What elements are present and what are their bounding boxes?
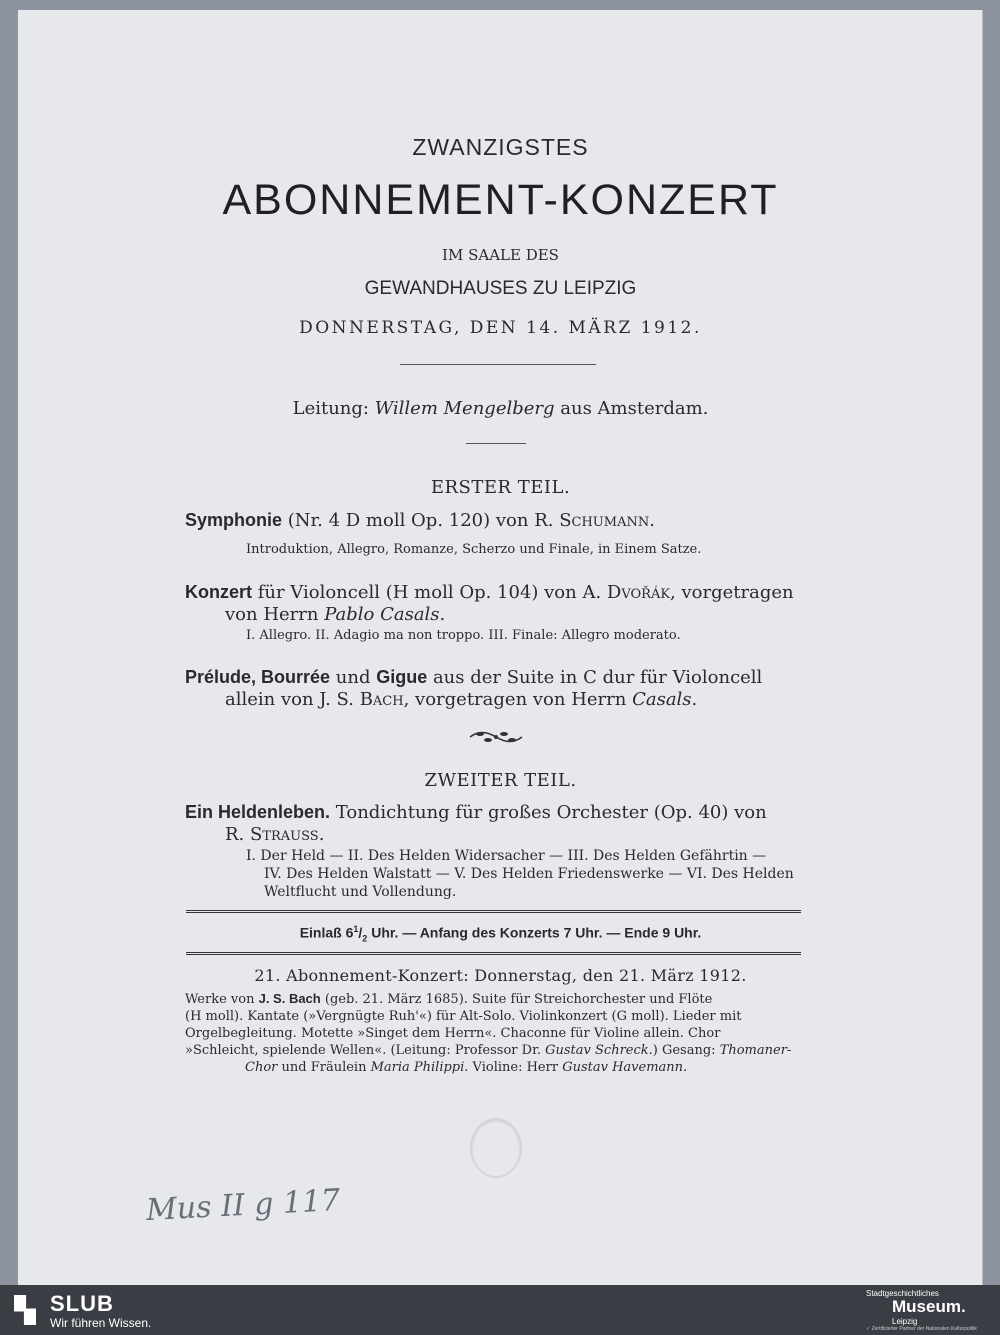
date-line: DONNERSTAG, DEN 14. MÄRZ 1912. bbox=[299, 318, 702, 338]
museum-city: Leipzig bbox=[892, 1317, 918, 1326]
concert-title: ABONNEMENT-KONZERT bbox=[222, 176, 779, 224]
heldenleben-detail-3: Weltflucht und Vollendung. bbox=[264, 884, 457, 900]
item-title: Prélude, Bourrée bbox=[185, 667, 331, 687]
embossed-stamp bbox=[470, 1118, 522, 1178]
composer-name: Bach bbox=[359, 689, 404, 710]
soloist-name: Casals bbox=[632, 689, 692, 710]
item-prelude-line2: allein von J. S. Bach, vorgetragen von Herrn Casals. bbox=[225, 689, 698, 710]
ordinal-heading: ZWANZIGSTES bbox=[412, 134, 589, 160]
heldenleben-detail-1: I. Der Held — II. Des Helden Widersacher — III. Des Helden Gefährtin — bbox=[246, 848, 767, 864]
venue-line: GEWANDHAUSES ZU LEIPZIG bbox=[364, 278, 637, 299]
composer-name: Schumann bbox=[559, 510, 650, 531]
times-line: Einlaß $6^1/_2$ Uhr. — Anfang des Konzerts 7 Uhr. — Ende 9 Uhr. bbox=[299, 924, 702, 944]
composer-name: Dvořák bbox=[606, 582, 671, 603]
item-detail: I. Allegro. II. Adagio ma non troppo. III. Finale: Allegro moderato. bbox=[246, 628, 681, 643]
composer-name: Strauss bbox=[250, 824, 319, 845]
double-rule-top bbox=[186, 910, 801, 914]
item-title: Ein Heldenleben. bbox=[185, 802, 331, 822]
im-saale-line: IM SAALE DES bbox=[442, 246, 559, 264]
item-title: Konzert bbox=[185, 582, 252, 602]
conductor-name: Willem Mengelberg bbox=[374, 398, 555, 419]
slub-brand[interactable]: SLUB bbox=[50, 1291, 114, 1316]
conductor-line bbox=[18, 398, 983, 419]
museum-top: Stadtgeschichtliches bbox=[866, 1289, 939, 1298]
footer-bar bbox=[0, 1285, 1000, 1335]
divider-rule bbox=[400, 364, 596, 365]
heldenleben-detail-2: IV. Des Helden Walstatt — V. Des Helden Friedenswerke — VI. Des Helden bbox=[264, 866, 794, 882]
item-symphonie: Symphonie (Nr. 4 D moll Op. 120) von R. Schumann. bbox=[185, 510, 655, 531]
program-sheet bbox=[18, 10, 983, 1285]
floral-ornament bbox=[464, 728, 528, 746]
slub-logo-icon bbox=[14, 1295, 36, 1325]
erster-teil-heading: ERSTER TEIL. bbox=[430, 477, 571, 498]
item-heldenleben: Ein Heldenleben. Tondichtung für großes Orchester (Op. 40) von bbox=[185, 802, 767, 823]
zweiter-teil-heading: ZWEITER TEIL. bbox=[424, 770, 577, 791]
next-concert-heading: 21. Abonnement-Konzert: Donnerstag, den 21. März 1912. bbox=[254, 966, 747, 985]
double-rule-bottom bbox=[186, 952, 801, 956]
conductor-origin: aus Amsterdam. bbox=[560, 398, 709, 419]
item-konzert-line2: von Herrn Pablo Casals. bbox=[225, 604, 446, 625]
leitung-label: Leitung: bbox=[292, 398, 369, 419]
item-detail: Introduktion, Allegro, Romanze, Scherzo und Finale, in Einem Satze. bbox=[246, 542, 702, 557]
next-concert-body: Werke von J. S. Bach (geb. 21. März 1685). Suite für Streichorchester und Flöte (H moll). Kantate (»Vergnügte Ruh'«) für Alt-Solo. Violinkonzert (G moll). Lieder mit Orgelbegleitung. Motette »Singet dem Herrn«. Chaconne für Violine allein. Chor »Schleicht, spielende Wellen«. (Leitung: Professor Dr. Gustav Schreck.) Gesang: Thomaner- Chor und Fräulein Maria Philippi. Violine: Herr Gustav Havemann. bbox=[185, 991, 792, 1075]
slub-tagline: Wir führen Wissen. bbox=[50, 1316, 152, 1330]
handwritten-shelfmark: Mus II g 117 bbox=[145, 1182, 342, 1229]
composer-bach: J. S. Bach bbox=[258, 991, 321, 1006]
divider-rule-short bbox=[466, 443, 526, 444]
museum-note: ✓ Zertifizierter Partner der Nationalen Kulturpolitik bbox=[866, 1326, 977, 1332]
item-title-b: Gigue bbox=[376, 667, 428, 687]
item-prelude: Prélude, Bourrée und Gigue aus der Suite in C dur für Violoncell bbox=[185, 667, 763, 688]
item-title: Symphonie bbox=[185, 510, 283, 530]
soloist-name: Pablo Casals bbox=[324, 604, 440, 625]
item-konzert: Konzert für Violoncell (H moll Op. 104) von A. Dvořák, vorgetragen bbox=[185, 582, 794, 603]
museum-logo[interactable]: Museum. bbox=[892, 1297, 966, 1316]
item-heldenleben-line2: R. Strauss. bbox=[225, 824, 325, 845]
